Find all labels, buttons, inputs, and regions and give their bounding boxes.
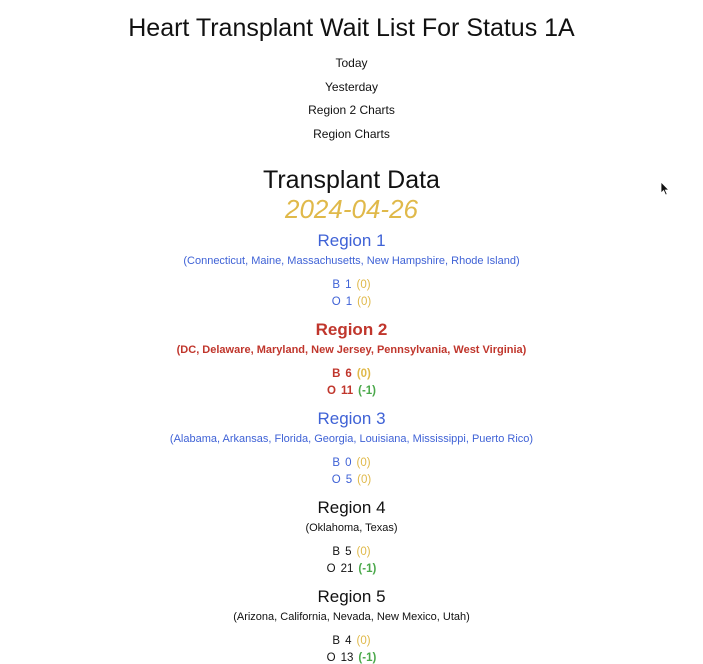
mouse-cursor-icon bbox=[660, 181, 670, 196]
wait-count: 6 bbox=[345, 368, 352, 380]
region-1-states: (Connecticut, Maine, Massachusetts, New Hampshire, Rhode Island) bbox=[183, 255, 520, 267]
blood-type: B bbox=[332, 546, 341, 558]
wait-count: 5 bbox=[345, 474, 353, 486]
section-title: Transplant Data bbox=[263, 166, 440, 194]
region-2-row-b bbox=[0, 366, 703, 382]
region-4-row-o bbox=[0, 561, 703, 577]
count-change: (0) bbox=[357, 296, 372, 308]
count-change: (0) bbox=[357, 474, 372, 486]
wait-count: 5 bbox=[345, 546, 352, 558]
blood-type: B bbox=[332, 635, 341, 647]
blood-type: O bbox=[331, 296, 341, 308]
wait-count: 13 bbox=[340, 652, 354, 664]
region-1-name: Region 1 bbox=[317, 231, 386, 250]
count-change: (-1) bbox=[358, 385, 376, 397]
region-5-name: Region 5 bbox=[317, 587, 386, 606]
region-1-row-b bbox=[0, 277, 703, 293]
page-title: Heart Transplant Wait List For Status 1A bbox=[128, 14, 575, 42]
wait-count: 4 bbox=[345, 635, 352, 647]
data-date: 2024-04-26 bbox=[285, 194, 418, 224]
region-5-row-b bbox=[0, 633, 703, 649]
region-4-states: (Oklahoma, Texas) bbox=[305, 522, 398, 534]
region-4-row-b bbox=[0, 544, 703, 560]
blood-type: B bbox=[332, 368, 341, 380]
blood-type: B bbox=[332, 279, 341, 291]
blood-type: B bbox=[332, 457, 341, 469]
region-3-row-o bbox=[0, 472, 703, 488]
region-2-row-o bbox=[0, 383, 703, 399]
count-change: (-1) bbox=[358, 652, 377, 664]
nav-link-yesterday[interactable]: Yesterday bbox=[325, 80, 378, 94]
region-1-row-o bbox=[0, 294, 703, 310]
blood-type: O bbox=[326, 652, 336, 664]
count-change: (0) bbox=[356, 635, 371, 647]
wait-count: 0 bbox=[345, 457, 352, 469]
blood-type: O bbox=[331, 474, 341, 486]
region-3-states: (Alabama, Arkansas, Florida, Georgia, Louisiana, Mississippi, Puerto Rico) bbox=[169, 433, 534, 445]
count-change: (-1) bbox=[358, 563, 377, 575]
region-2-states: (DC, Delaware, Maryland, New Jersey, Pennsylvania, West Virginia) bbox=[176, 344, 527, 356]
count-change: (0) bbox=[356, 457, 371, 469]
nav-link-region2-charts[interactable]: Region 2 Charts bbox=[308, 103, 395, 117]
wait-count: 1 bbox=[345, 279, 352, 291]
region-2-name: Region 2 bbox=[315, 320, 388, 339]
region-3-name: Region 3 bbox=[317, 409, 386, 428]
wait-count: 21 bbox=[340, 563, 354, 575]
region-5-states: (Arizona, California, Nevada, New Mexico, Utah) bbox=[233, 611, 470, 623]
region-5-row-o bbox=[0, 650, 703, 664]
blood-type: O bbox=[326, 385, 336, 397]
region-4-name: Region 4 bbox=[317, 498, 386, 517]
wait-count: 11 bbox=[340, 385, 354, 397]
count-change: (0) bbox=[356, 368, 371, 380]
blood-type: O bbox=[326, 563, 336, 575]
region-3-row-b bbox=[0, 455, 703, 471]
nav-link-region-charts[interactable]: Region Charts bbox=[313, 127, 390, 141]
count-change: (0) bbox=[356, 546, 371, 558]
nav-link-today[interactable]: Today bbox=[335, 56, 368, 70]
count-change: (0) bbox=[356, 279, 371, 291]
wait-count: 1 bbox=[345, 296, 353, 308]
